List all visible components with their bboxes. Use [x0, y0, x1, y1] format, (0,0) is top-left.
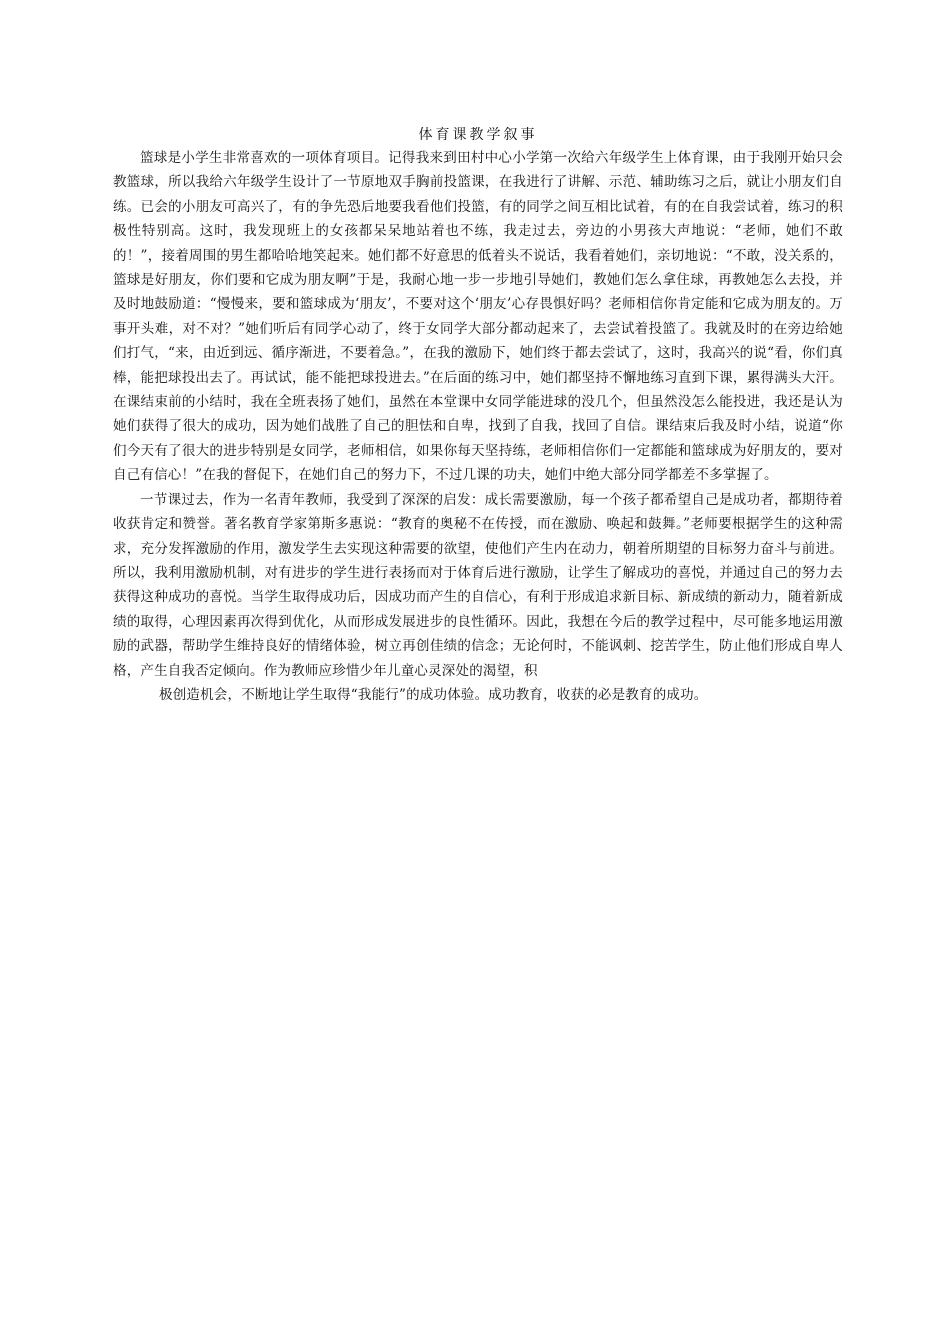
- document-title: 体育课教学叙事: [418, 127, 538, 143]
- paragraph-reflection: 一节课过去，作为一名青年教师，我受到了深深的启发：成长需要激励，每一个孩子都希望自己是成功者，都期待着收获肯定和赞誉。著名教育学家第斯多惠说：“教育的奥秘不在传授，而在激励、唤起和鼓舞。”老师要根据学生的这种需求，充分发挥激励的作用，激发学生去实现这种需要的欲望，使他们产生内在动力，朝着所期望的目标努力奋斗与前进。所以，我利用激励机制，对有进步的学生进行表扬而对于体育后进行激励，让学生了解成功的喜悦，并通过自己的努力去获得这种成功的喜悦。当学生取得成功后，因成功而产生的自信心，有利于形成追求新目标、新成绩的新动力，随着新成绩的取得，心理因素再次得到优化，从而形成发展进步的良性循环。因此，我想在今后的教学过程中，尽可能多地运用激励的武器，帮助学生维持良好的情绪体验，树立再创佳绩的信念；无论何时，不能讽刺、挖苦学生，防止他们形成自卑人格，产生自我否定倾向。作为教师应珍惜少年儿童心灵深处的渴望，积: [113, 491, 843, 679]
- paragraph-story: 篮球是小学生非常喜欢的一项体育项目。记得我来到田村中心小学第一次给六年级学生上体育课，由于我刚开始只会教篮球，所以我给六年级学生设计了一节原地双手胸前投篮课，在我进行了讲解、示范、辅助练习之后，就让小朋友们自练。已会的小朋友可高兴了，有的争先恐后地要我看他们投篮，有的同学之间互相比试着，有的在自我尝试着，练习的积极性特别高。这时，我发现班上的女孩都呆呆地站着也不练，我走过去，旁边的小男孩大声地说：“老师，她们不敢的！”，接着周围的男生都哈哈地笑起来。她们都不好意思的低着头不说话，我看着她们，亲切地说：“不敢，没关系的，篮球是好朋友，你们要和它成为朋友啊”于是，我耐心地一步一步地引导她们，教她们怎么拿住球，再教她怎么去投，并及时地鼓励道：“慢慢来，要和篮球成为‘朋友’，不要对这个‘朋友’心存畏惧好吗？老师相信你肯定能和它成为朋友的。万事开头难，对不对？”她们听后有同学心动了，终于女同学大部分都动起来了，去尝试着投篮了。我就及时的在旁边给她们打气，“来，由近到远、循序渐进，不要着急。”，在我的激励下，她们终于都去尝试了，这时，我高兴的说“看，你们真棒，能把球投出去了。再试试，能不能把球投进去。”在后面的练习中，她们都坚持不懈地练习直到下课，累得满头大汗。在课结束前的小结时，我在全班表扬了她们，虽然在本堂课中女同学能进球的没几个，但虽然没怎么能投进，我还是认为她们获得了很大的成功，因为她们战胜了自己的胆怯和自卑，找到了自我，找回了自信。课结束后我及时小结，说道“你们今天有了很大的进步特别是女同学，老师相信，如果你每天坚持练，老师相信你们一定都能和篮球成为好朋友的，要对自己有信心！”在我的督促下，在她们自己的努力下，不过几课的功夫，她们中绝大部分同学都差不多掌握了。: [113, 150, 843, 484]
- document-page: [113, 124, 843, 707]
- paragraph-closing-line: 极创造机会，不断地让学生取得“我能行”的成功体验。成功教育，收获的必是教育的成功。: [159, 686, 708, 703]
